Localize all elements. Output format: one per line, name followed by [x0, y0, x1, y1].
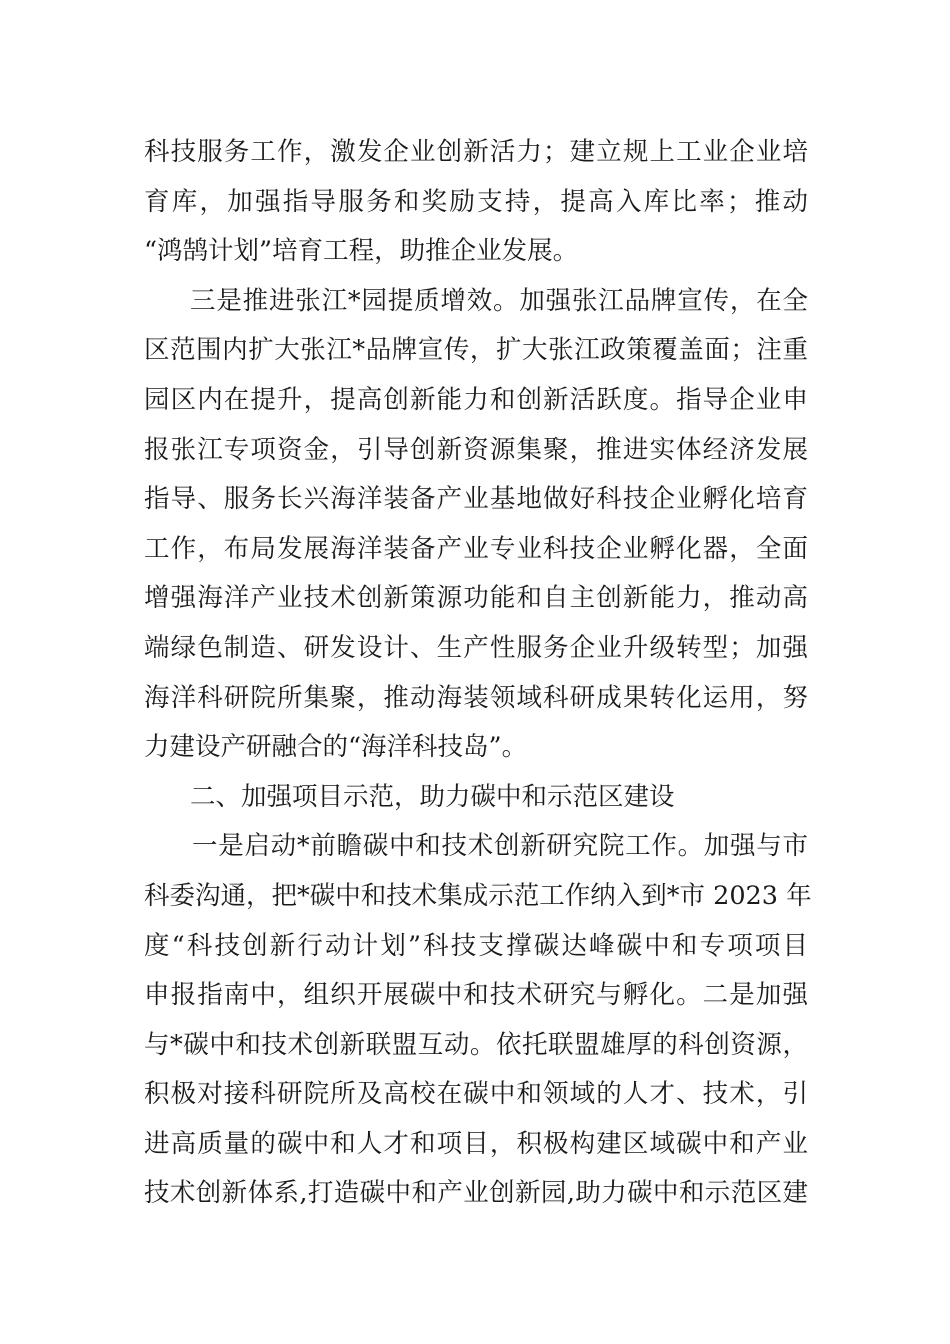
paragraph-line: 力建设产研融合的“海洋科技岛”。: [144, 732, 528, 763]
paragraph-line: 端绿色制造、研发设计、生产性服务企业升级转型；加强: [144, 632, 808, 663]
paragraph-line: 增强海洋产业技术创新策源功能和自主创新能力，推动高: [144, 583, 808, 614]
paragraph-line: 园区内在提升，提高创新能力和创新活跃度。指导企业申: [144, 384, 808, 415]
paragraph-line: 科技服务工作，激发企业创新活力；建立规上工业企业培: [144, 137, 808, 167]
paragraph-line: 报张江专项资金，引导创新资源集聚，推进实体经济发展: [144, 434, 808, 465]
paragraph-line: 进高质量的碳中和人才和项目，积极构建区域碳中和产业: [144, 1128, 808, 1159]
paragraph-line: 指导、服务长兴海洋装备产业基地做好科技企业孵化培育: [144, 484, 808, 515]
paragraph-line: 科委沟通，把*碳中和技术集成示范工作纳入到*市 2023 年: [144, 880, 812, 911]
document-body: [144, 128, 812, 1219]
paragraph-line: 申报指南中，组织开展碳中和技术研究与孵化。二是加强: [144, 980, 808, 1011]
paragraph-line: 区范围内扩大张江*品牌宣传，扩大张江政策覆盖面；注重: [144, 335, 808, 366]
paragraph-line: 与*碳中和技术创新联盟互动。依托联盟雄厚的科创资源，: [144, 1029, 808, 1060]
paragraph-line: 技术创新体系,打造碳中和产业创新园,助力碳中和示范区建: [144, 1178, 808, 1209]
paragraph-line: 一是启动*前瞻碳中和技术创新研究院工作。加强与市: [192, 831, 808, 862]
paragraph-line: 三是推进张江*园提质增效。加强张江品牌宣传，在全: [190, 285, 808, 316]
paragraph-line: 海洋科研院所集聚，推动海装领域科研成果转化运用，努: [144, 682, 808, 713]
paragraph-line: 工作，布局发展海洋装备产业专业科技企业孵化器，全面: [144, 533, 808, 564]
section-heading: 二、加强项目示范，助力碳中和示范区建设: [190, 781, 675, 812]
paragraph-line: 积极对接科研院所及高校在碳中和领域的人才、技术，引: [144, 1079, 808, 1110]
paragraph-line: 度“科技创新行动计划”科技支撑碳达峰碳中和专项项目: [144, 930, 808, 961]
paragraph-line: “鸿鹄计划”培育工程，助推企业发展。: [144, 236, 579, 267]
paragraph-line: 育库，加强指导服务和奖励支持，提高入库比率；推动: [144, 186, 808, 217]
